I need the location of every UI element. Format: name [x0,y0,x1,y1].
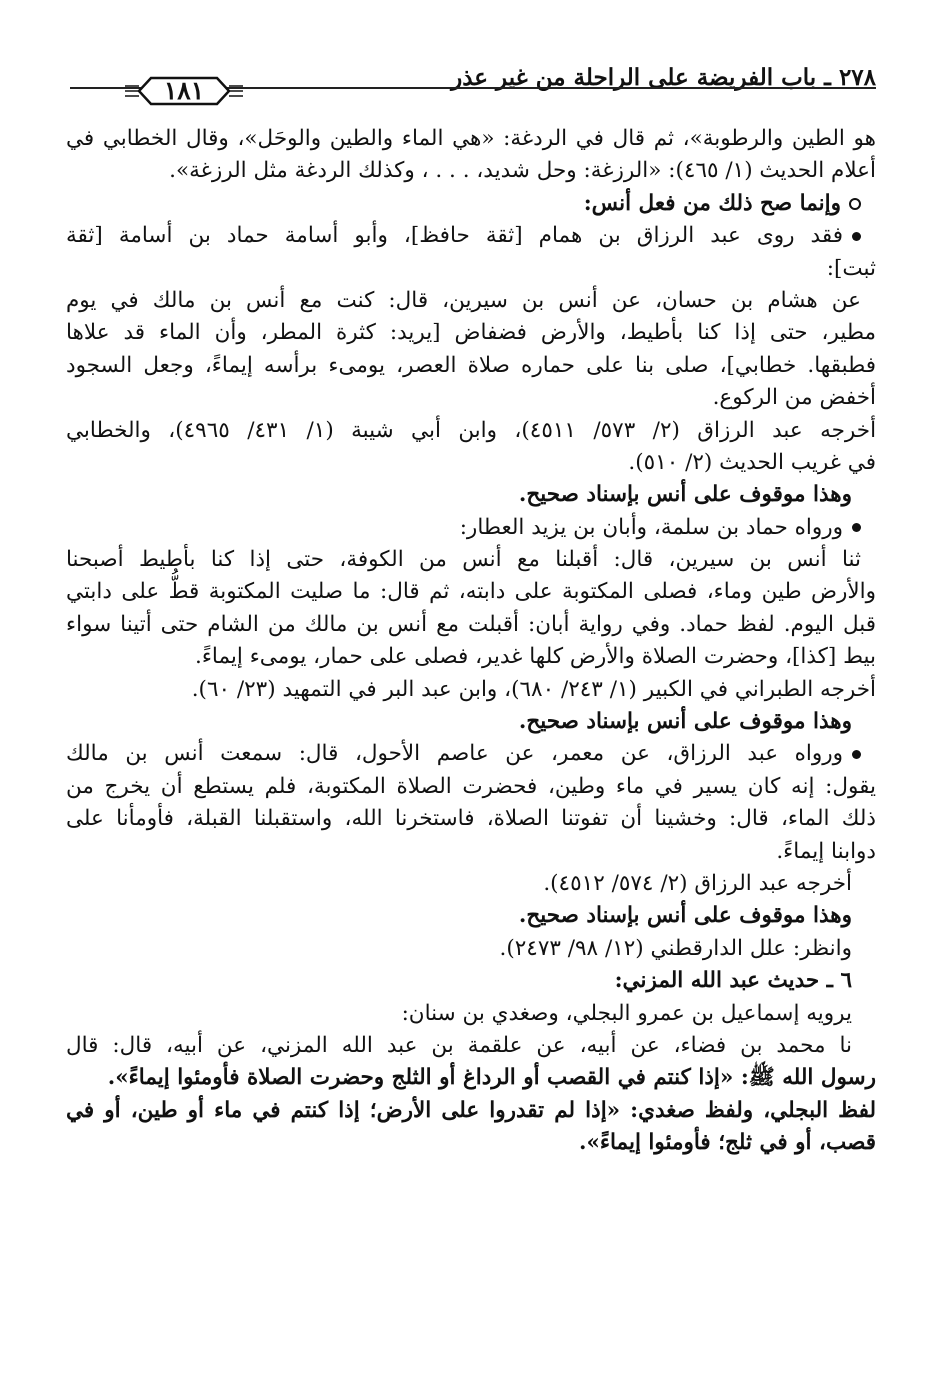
page-header [70,50,876,110]
verdict-line: وهذا موقوف على أنس بإسناد صحيح. [518,903,852,929]
verdict-line: وهذا موقوف على أنس بإسناد صحيح. [518,709,852,735]
hadith-line: رسول الله ﷺ: «إذا كنتم في القصب أو الرداغ أو الثلج وحضرت الصلاة فأومئوا إيماءً». [107,1065,876,1091]
citation-line: أخرجه الطبراني في الكبير (١/ ٢٤٣/ ٦٨٠)، وابن عبد البر في التمهيد (٢٣/ ٦٠). [191,676,876,702]
hollow-bullet-icon [849,198,861,210]
bullet-line: ورواه حماد بن سلمة، وأبان بن يزيد العطار: [66,512,876,544]
text-line: عن هشام بن حسان، عن أنس بن سيرين، قال: كنت مع أنس بن مالك في يوم [66,287,861,313]
text-line: يقول: إنه كان يسير في ماء وطين، فحضرت الصلاة المكتوبة، فلم يستطع أن يخرج من [66,773,876,799]
bullet-icon [852,523,861,532]
text-line: دوابنا إيماءً. [776,838,876,864]
text-line: والأرض طين وماء، فصلى المكتوبة على دابته، ثم قال: ما صليت المكتوبة قطُّ على دابتي [66,579,876,605]
text-line: ثنا أنس بن سيرين، قال: أقبلنا مع أنس من الكوفة، حتى إذا كنا بأطيط أصبحنا [66,547,861,573]
bullet-line: ورواه عبد الرزاق، عن معمر، عن عاصم الأحول، قال: سمعت أنس بن مالك [66,738,876,770]
text-line: يرويه إسماعيل بن عمرو البجلي، وصغدي بن سنان: [401,1000,852,1026]
bullet-line: فقد روى عبد الرزاق بن همام [ثقة حافظ]، وأبو أسامة حماد بن أسامة [ثقة [66,220,876,252]
citation-line: أخرجه عبد الرزاق (٢/ ٥٧٣/ ٤٥١١)، وابن أبي شيبة (١/ ٤٣١/ ٤٩٦٥)، والخطابي [66,417,877,443]
bullet-icon [852,750,861,759]
reference-line: وانظر: علل الدارقطني (١٢/ ٩٨/ ٢٤٧٣). [499,935,852,961]
text-line: بيط [كذا]، وحضرت الصلاة والأرض كلها غدير، فصلى على حمار، يومىء إيماءً. [194,644,876,670]
text-line: نا محمد بن فضاء، عن أبيه، عن علقمة بن عبد الله المزني، عن أبيه، قال: قال [66,1032,852,1058]
page-body [66,123,876,1160]
hadith-line: قصب، أو في ثلج؛ فأومئوا إيماءً». [578,1130,876,1156]
running-title: ٢٧٨ ـ باب الفريضة على الراحلة من غير عذر [451,64,876,91]
text-line: فطبقها. خطابي]، صلى بنا على حماره صلاة العصر، يومىء برأسه إيماءً، وجعل السجود [66,352,876,378]
text-line: أخفض من الركوع. [712,385,876,411]
page-number-badge [125,72,243,110]
verdict-line: وهذا موقوف على أنس بإسناد صحيح. [518,482,852,508]
text-line: مطير، حتى إذا كنا بأطيط، والأرض فضفاض [يريد: كثرة المطر، وأن الماء قد علاها [66,320,876,346]
bullet-icon [852,232,861,241]
text-line: هو الطين والرطوبة»، ثم قال في الردغة: «هي الماء والطين والوحَل»، وقال الخطابي في [66,126,876,151]
page-number: ١٨١ [163,76,205,105]
hadith-line: لفظ البجلي، ولفظ صغدي: «إذا لم تقدروا على الأرض؛ إذا كنتم في ماء أو طين، أو في [66,1097,876,1123]
text-line: ثبت]: [826,255,876,281]
text-line: قبل اليوم. لفظ حماد. وفي رواية أبان: أقبلت مع أنس بن مالك من الشام حتى أتينا سواء [66,611,876,637]
citation-line: في غريب الحديث (٢/ ٥١٠). [628,449,876,475]
citation-line: أخرجه عبد الرزاق (٢/ ٥٧٤/ ٤٥١٢). [543,870,852,896]
text-line: ذلك الماء، قال: وخشينا أن تفوتنا الصلاة، فاستخرنا الله، واستقبلنا القبلة، فأومأنا على [66,806,876,832]
text-line: أعلام الحديث (١/ ٤٦٥): «الرزغة: وحل شديد، . . . ، وكذلك الردغة مثل الرزغة». [169,158,876,184]
section-heading: ٦ ـ حديث عبد الله المزني: [614,968,852,994]
section-heading: وإنما صح ذلك من فعل أنس: [66,188,876,220]
